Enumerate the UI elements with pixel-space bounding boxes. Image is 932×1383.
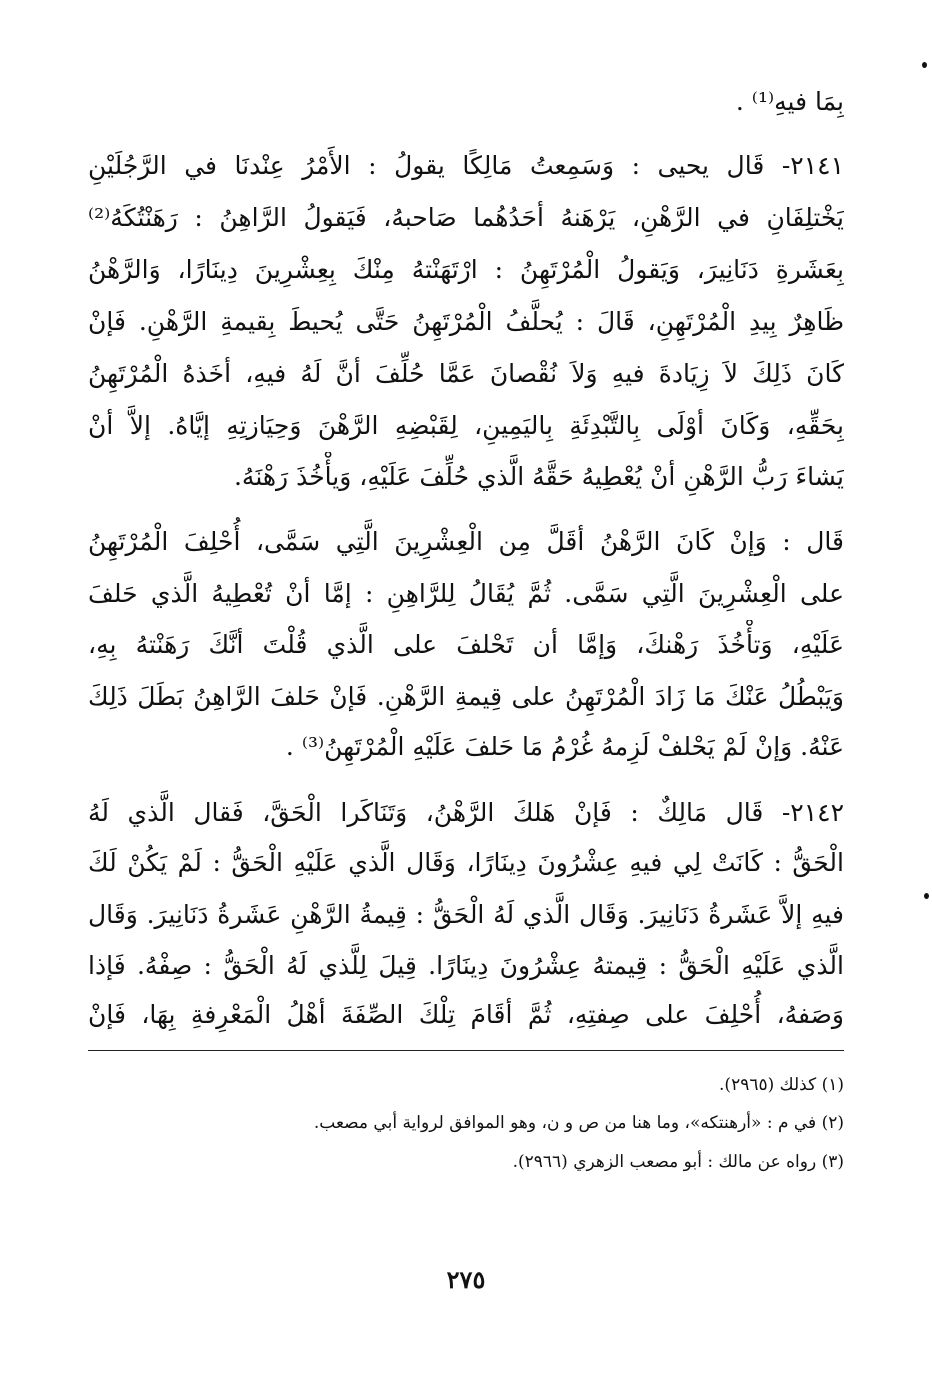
- text-line: كَانَ ذَلِكَ لاَ زِيَادةَ فيهِ وَلاَ نُقْصانَ عَمَّا حُلِّفَ أنَّ لَهُ فيهِ، أخَذهُ الْمُرْتَهِنُ: [88, 359, 844, 388]
- text-line: ٢١٤٢- قَال مَالِكٌ : فَإنْ هَلكَ الرَّهْنُ، وَتَنَاكَرا الْحَقَّ، فَقال الَّذي لَهُ: [88, 798, 844, 827]
- text-line: ٢١٤١- قَال يحيى : وَسَمِعتُ مَالِكًا يقولُ : الأَمْرُ عِنْدنَا في الرَّجُلَيْنِ: [88, 151, 844, 180]
- text-line: عَنْهُ. وَإنْ لَمْ يَحْلفْ لَزِمهُ غُرْمُ مَا حَلفَ عَلَيْهِ الْمُرْتَهِنُ⁽³⁾ .: [285, 732, 844, 761]
- text-line: بِحَقِّهِ، وَكَانَ أوْلَى بِالتَّبْدِئَةِ بِاليَمِينِ، لِقَبْضِهِ الرَّهْنَ وَحِيَازتِهِ إيَّاهُ. إلاَّ أنْ: [88, 411, 844, 440]
- text-line: الْحَقُّ : كَانَتْ لِي فيهِ عِشْرُونَ دِينَارًا، وَقَال الَّذي عَلَيْهِ الْحَقُّ : لَمْ يَكُنْ لَكَ: [88, 848, 844, 877]
- footnote: (١) كذلك (٢٩٦٥).: [719, 1075, 844, 1095]
- text-line: فيهِ إلاَّ عَشَرةُ دَنَانِيرَ. وَقَال الَّذي لَهُ الْحَقُّ : قِيمةُ الرَّهْنِ عَشَرةُ دَنَانِيرَ. وَقَال: [88, 900, 844, 929]
- text-line: وَيَبْطُلُ عَنْكَ مَا زَادَ الْمُرْتَهِنُ على قِيمةِ الرَّهْنِ. فَإنْ حَلفَ الرَّاهِنُ بَطَلَ ذَلِكَ: [88, 682, 844, 711]
- text-line: الَّذي عَلَيْهِ الْحَقُّ : قِيمتهُ عِشْرُونَ دِينَارًا. قِيلَ لِلَّذي لَهُ الْحَقُّ : صِفْهُ. فَإذا: [88, 951, 844, 980]
- footnote-separator: [88, 1050, 844, 1051]
- margin-mark-middle: [924, 893, 929, 899]
- footnote: (٢) في م : «أرهنتكه»، وما هنا من ص و ن، وهو الموافق لرواية أبي مصعب.: [313, 1113, 844, 1133]
- text-line: يَشاءَ رَبُّ الرَّهْنِ أنْ يُعْطِيهُ حَقَّهُ الَّذي حُلِّفَ عَلَيْهِ، وَيأْخُذَ رَهْنَهُ.: [233, 462, 844, 491]
- text-line: وَصَفهُ، أُحْلِفَ على صِفتِهِ، ثُمَّ أقَامَ تِلْكَ الصِّفَةَ أهْلُ الْمَعْرِفةِ بِهَا، فَإنْ: [88, 1000, 844, 1029]
- text-line: عَلَيْهِ، وَتأْخُذَ رَهْنكَ، وَإمَّا أن تَحْلفَ على الَّذي قُلْتَ أنَّكَ رَهَنْتهُ بِهِ،: [88, 630, 844, 659]
- footnote: (٣) رواه عن مالك : أبو مصعب الزهري (٢٩٦٦).: [512, 1152, 844, 1172]
- page-number: ٢٧٥: [446, 1265, 486, 1294]
- text-line: يَخْتلِفَانِ في الرَّهْنِ، يَرْهَنهُ أحَدُهُما صَاحبهُ، فَيَقولُ الرَّاهِنُ : رَهَنْتُكَهُ⁽²⁾: [88, 203, 844, 232]
- text-line: على الْعِشْرِينَ الَّتِي سَمَّى. ثُمَّ يُقَالُ لِلرَّاهِنِ : إمَّا أنْ تُعْطِيهُ الَّذي حَلفَ: [88, 579, 844, 608]
- margin-mark-top: [922, 62, 927, 68]
- text-line: بِمَا فيهِ⁽¹⁾ .: [735, 87, 844, 116]
- text-line: بِعَشَرةِ دَنَانِيرَ، وَيَقولُ الْمُرْتَهِنُ : ارْتَهَنْتهُ مِنْكَ بِعِشْرِينَ دِينَارًا، وَالرَّهْنُ: [88, 255, 844, 284]
- text-line: ظَاهِرٌ بِيدِ الْمُرْتَهِنِ، قَالَ : يُحلَّفُ الْمُرْتَهِنُ حَتَّى يُحيطَ بِقيمةِ الرَّهْنِ. فَإنْ: [88, 307, 844, 336]
- text-line: قَال : وَإنْ كَانَ الرَّهْنُ أقَلَّ مِن الْعِشْرِينَ الَّتِي سَمَّى، أُحْلِفَ الْمُرْتَهِنُ: [88, 527, 844, 556]
